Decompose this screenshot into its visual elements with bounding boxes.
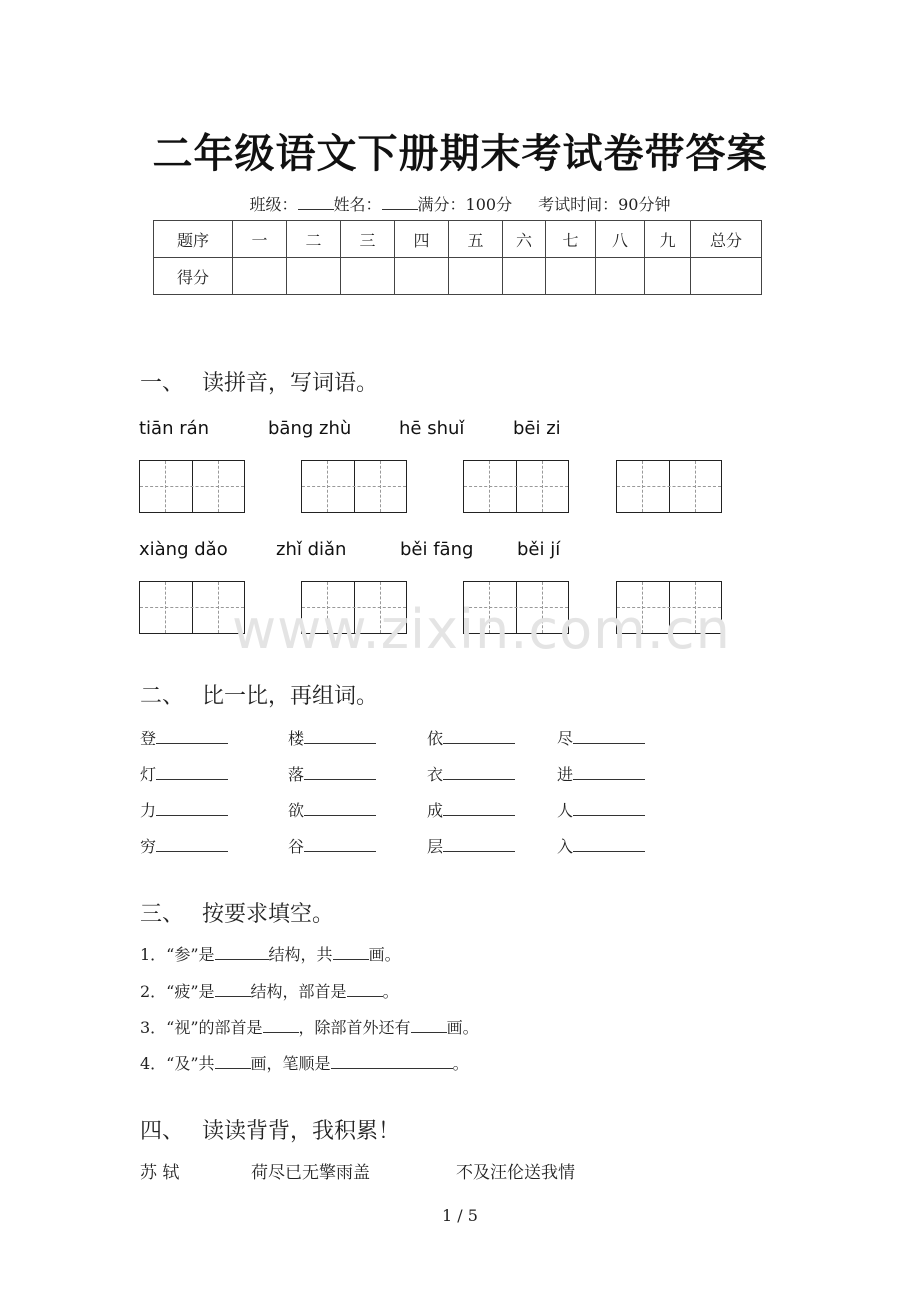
score-header: 九 [645,221,691,258]
score-header: 七 [546,221,596,258]
section-3-heading [140,897,334,928]
score-header: 一 [233,221,287,258]
score-cell[interactable] [395,258,449,295]
word-item[interactable]: 入 [557,834,645,857]
poem-item: 不及汪伦送我情 [456,1163,575,1183]
page-title: 二年级语文下册期末考试卷带答案 [152,131,768,177]
poem-item: 苏 轼 [140,1163,180,1183]
section-3-number: 三、 [140,902,185,927]
word-item[interactable]: 落 [288,762,376,785]
score-cell[interactable] [287,258,341,295]
pinyin-item: bēi zi [513,418,561,439]
word-item[interactable]: 人 [557,798,645,821]
answer-blank[interactable] [263,1018,299,1033]
score-cell[interactable] [596,258,645,295]
score-cell[interactable] [645,258,691,295]
question-3: 3．“视”的部首是 ，除部首外还有 画。 [140,1018,479,1037]
pinyin-item: xiàng dǎo [139,539,228,560]
page-number: 1 / 5 [442,1206,478,1225]
word-item[interactable]: 进 [557,762,645,785]
section-1-heading [140,366,378,397]
section-2-number: 二、 [140,684,185,709]
writing-grid[interactable] [616,460,722,513]
score-header: 总分 [691,221,762,258]
writing-grid[interactable] [463,460,569,513]
score-cell[interactable] [233,258,287,295]
question-4: 4．“及”共 画，笔顺是 。 [140,1054,469,1073]
score-header-row [154,221,762,258]
word-item[interactable]: 欲 [288,798,376,821]
score-header: 题序 [154,221,233,258]
question-1: 1．“参”是 结构，共 画。 [140,945,401,964]
class-label: 班级： [249,195,298,214]
word-item[interactable]: 谷 [288,834,376,857]
word-item[interactable]: 成 [427,798,515,821]
pinyin-item: hē shuǐ [399,418,465,439]
score-cell[interactable] [546,258,596,295]
word-item[interactable]: 穷 [140,834,228,857]
score-row-label: 得分 [154,258,233,295]
name-blank [382,195,418,210]
poem-item: 荷尽已无擎雨盖 [251,1163,370,1183]
score-table [153,220,762,295]
answer-blank[interactable] [411,1018,447,1033]
answer-blank[interactable] [215,1054,251,1069]
word-item[interactable]: 尽 [557,726,645,749]
section-4-heading [140,1114,400,1145]
word-item[interactable]: 楼 [288,726,376,749]
score-header: 三 [341,221,395,258]
pinyin-item: běi fāng [400,539,474,560]
exam-time: 考试时间：90分钟 [538,195,671,214]
class-blank [298,195,334,210]
score-cell[interactable] [449,258,503,295]
score-header: 五 [449,221,503,258]
word-item[interactable]: 灯 [140,762,228,785]
score-cell[interactable] [503,258,546,295]
pinyin-item: tiān rán [139,418,210,439]
answer-blank[interactable] [215,945,269,960]
pinyin-item: běi jí [517,539,561,560]
answer-blank[interactable] [331,1054,453,1069]
word-item[interactable]: 依 [427,726,515,749]
score-header: 二 [287,221,341,258]
score-cell[interactable] [341,258,395,295]
answer-blank[interactable] [333,945,369,960]
word-item[interactable]: 力 [140,798,228,821]
writing-grid[interactable] [139,581,245,634]
word-item[interactable]: 登 [140,726,228,749]
pinyin-item: bāng zhù [268,418,352,439]
score-header: 八 [596,221,645,258]
full-score: 满分：100分 [417,195,513,214]
score-header: 六 [503,221,546,258]
word-item[interactable]: 衣 [427,762,515,785]
section-4-number: 四、 [140,1119,185,1144]
section-2-heading [140,679,378,710]
exam-info [0,192,920,215]
section-1-number: 一、 [140,371,185,396]
writing-grid[interactable] [301,460,407,513]
watermark: www.zixin.com.cn [232,598,731,661]
score-value-row [154,258,762,295]
question-2: 2．“疲”是 结构，部首是 。 [140,982,399,1001]
writing-grid[interactable] [139,460,245,513]
score-cell[interactable] [691,258,762,295]
answer-blank[interactable] [215,982,251,997]
pinyin-item: zhǐ diǎn [276,539,347,560]
section-4-title: 读读背背，我积累！ [202,1119,401,1144]
pinyin-row-1 [0,418,920,442]
section-3-title: 按要求填空。 [202,902,335,927]
word-item[interactable]: 层 [427,834,515,857]
name-label: 姓名： [333,195,382,214]
score-header: 四 [395,221,449,258]
section-1-title: 读拼音，写词语。 [202,371,379,396]
answer-blank[interactable] [347,982,383,997]
pinyin-row-2 [0,539,920,563]
section-2-title: 比一比，再组词。 [202,684,379,709]
